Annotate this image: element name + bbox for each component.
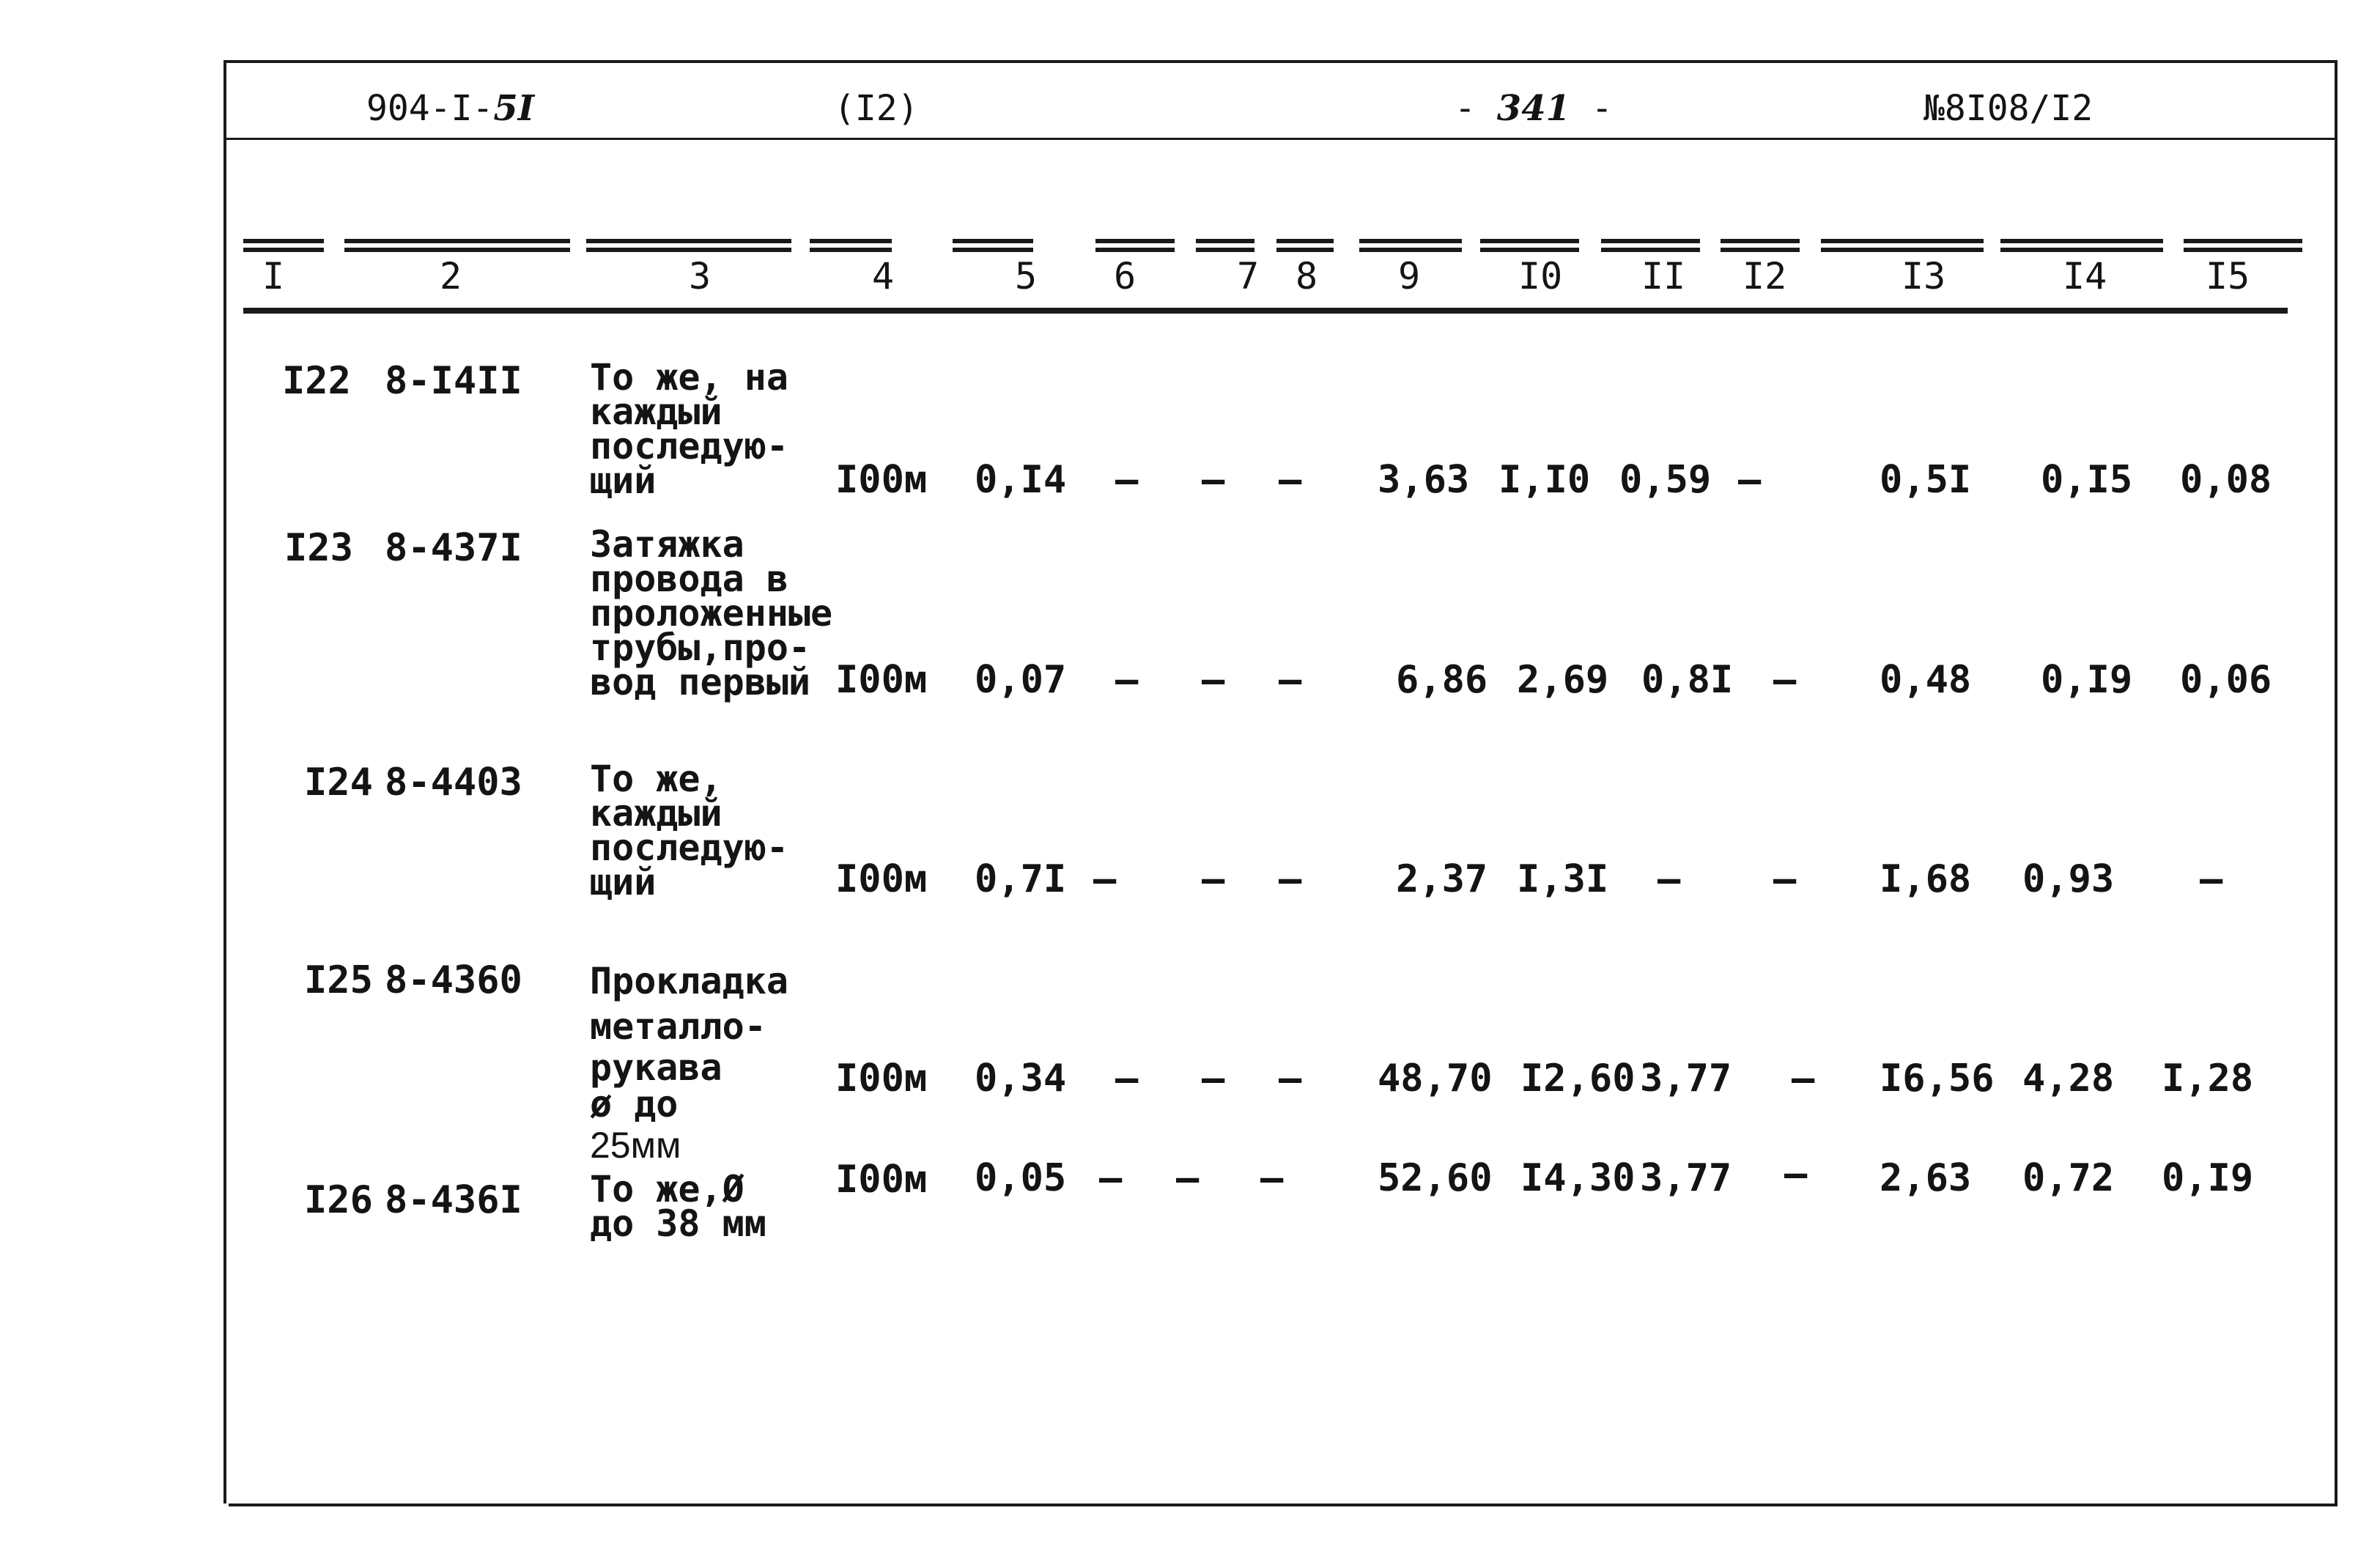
value-col-6: – — [1099, 1156, 1123, 1200]
inventory-number: №8I08/I2 — [1923, 88, 2093, 129]
work-description — [590, 523, 833, 703]
col-header-11: II — [1641, 255, 1686, 297]
col-header-12: I2 — [1742, 255, 1787, 297]
description-line: последую- — [590, 425, 788, 467]
value-col-15: 0,I9 — [2162, 1156, 2254, 1200]
value-col-15: 0,06 — [2180, 658, 2272, 702]
frame-bottom-border — [229, 1504, 2338, 1506]
description-line: металло- — [590, 1005, 766, 1048]
value-col-11: 0,8I — [1641, 658, 1734, 702]
description-line: Затяжка — [590, 523, 744, 566]
value-col-8: – — [1279, 458, 1302, 502]
description-line: проложенные — [590, 592, 833, 635]
value-col-14: 0,I9 — [2041, 658, 2133, 702]
description-line: рукава — [590, 1046, 722, 1089]
description-line: ø до — [590, 1083, 679, 1125]
col-header-5: 5 — [1015, 255, 1038, 297]
col-header-13: I3 — [1902, 255, 1946, 297]
col-header-9: 9 — [1398, 255, 1421, 297]
col-header-4: 4 — [872, 255, 895, 297]
norm-code: 8-437I — [385, 526, 522, 570]
value-col-6: – — [1115, 458, 1139, 502]
column-header-rule — [243, 308, 2288, 314]
norm-code: 8-I4II — [385, 359, 522, 403]
value-col-13: 0,48 — [1880, 658, 1972, 702]
value-col-13: I6,56 — [1880, 1057, 1995, 1101]
unit: I00м — [835, 857, 928, 901]
doc-code-handwritten: 5I — [493, 88, 535, 129]
col-header-15: I5 — [2206, 255, 2250, 297]
col-header-7: 7 — [1237, 255, 1260, 297]
value-col-15: – — [2200, 857, 2223, 901]
doc-code — [366, 88, 534, 129]
value-col-15: 0,08 — [2180, 458, 2272, 502]
value-col-14: 4,28 — [2022, 1057, 2115, 1101]
frame-right-border — [2335, 60, 2338, 1504]
work-description — [590, 1168, 766, 1245]
value-col-12: – — [1792, 1057, 1815, 1101]
page-number-prefix: - — [1455, 88, 1497, 129]
value-col-10: I,3I — [1517, 857, 1609, 901]
frame-left-border — [223, 60, 226, 1504]
value-col-12: – — [1773, 658, 1797, 702]
description-line: щий — [590, 459, 657, 502]
description-line: каждый — [590, 391, 722, 433]
description-line: То же,Ø — [590, 1168, 744, 1210]
value-col-10: I4,30 — [1520, 1156, 1636, 1200]
value-col-10: 2,69 — [1517, 658, 1609, 702]
unit: I00м — [835, 458, 928, 502]
col-header-3: 3 — [689, 255, 712, 297]
value-col-7: – — [1202, 458, 1225, 502]
row-number: I26 — [304, 1178, 373, 1222]
value-col-6: – — [1115, 1057, 1139, 1101]
value-col-12: – — [1784, 1152, 1808, 1196]
description-line: То же, — [590, 758, 722, 800]
sheet-number: (I2) — [834, 88, 919, 129]
unit: I00м — [835, 658, 928, 702]
value-col-8: – — [1279, 857, 1302, 901]
description-line: вод первый — [590, 661, 811, 703]
work-description — [590, 758, 788, 903]
col-header-10: I0 — [1518, 255, 1563, 297]
value-col-11: 3,77 — [1640, 1057, 1732, 1101]
unit: I00м — [835, 1057, 928, 1101]
col-header-6: 6 — [1114, 255, 1137, 297]
value-col-9: 48,70 — [1378, 1057, 1493, 1101]
description-line: Прокладка — [590, 960, 788, 1002]
value-col-7: – — [1202, 1057, 1225, 1101]
value-col-11: 0,59 — [1619, 458, 1712, 502]
value-col-10: I2,60 — [1520, 1057, 1636, 1101]
norm-code: 8-436I — [385, 1178, 522, 1222]
value-col-8: – — [1279, 1057, 1302, 1101]
page-number-handwritten: 341 — [1496, 88, 1570, 129]
value-col-8: – — [1279, 658, 1302, 702]
value-col-11: – — [1658, 857, 1681, 901]
value-col-14: 0,I5 — [2041, 458, 2133, 502]
work-description — [590, 356, 788, 502]
value-col-6: – — [1093, 857, 1117, 901]
value-col-9: 3,63 — [1378, 458, 1470, 502]
frame-top-border — [223, 60, 2338, 63]
col-header-1: I — [262, 255, 285, 297]
description-line: 25мм — [590, 1125, 681, 1166]
page-number-suffix: - — [1570, 88, 1613, 129]
row-number: I22 — [282, 359, 351, 403]
unit: I00м — [835, 1158, 928, 1202]
value-col-8: – — [1260, 1156, 1284, 1200]
value-col-9: 52,60 — [1378, 1156, 1493, 1200]
value-col-10: I,I0 — [1498, 458, 1591, 502]
description-line: То же, на — [590, 356, 788, 399]
value-col-15: I,28 — [2162, 1057, 2254, 1101]
value-col-5: 0,I4 — [975, 458, 1067, 502]
col-header-2: 2 — [440, 255, 462, 297]
value-col-5: 0,07 — [975, 658, 1067, 702]
value-col-11: 3,77 — [1640, 1156, 1732, 1200]
work-description — [590, 958, 788, 1168]
description-line: последую- — [590, 826, 788, 869]
value-col-6: – — [1115, 658, 1139, 702]
row-number: I24 — [304, 761, 373, 805]
value-col-5: 0,34 — [975, 1057, 1067, 1101]
value-col-5: 0,05 — [975, 1156, 1067, 1200]
value-col-9: 2,37 — [1396, 857, 1488, 901]
row-number: I23 — [284, 526, 353, 570]
value-col-7: – — [1202, 658, 1225, 702]
value-col-12: – — [1738, 458, 1762, 502]
description-line: провода в — [590, 558, 788, 600]
row-number: I25 — [304, 958, 373, 1002]
value-col-7: – — [1202, 857, 1225, 901]
value-col-13: 0,5I — [1880, 458, 1972, 502]
value-col-14: 0,72 — [2022, 1156, 2115, 1200]
value-col-5: 0,7I — [975, 857, 1067, 901]
value-col-13: I,68 — [1880, 857, 1972, 901]
description-line: до 38 мм — [590, 1202, 766, 1245]
value-col-13: 2,63 — [1880, 1156, 1972, 1200]
norm-code: 8-4360 — [385, 958, 522, 1002]
description-line: трубы,про- — [590, 626, 811, 669]
description-line: каждый — [590, 792, 722, 835]
header-underline — [223, 138, 2338, 140]
value-col-7: – — [1176, 1156, 1200, 1200]
col-header-8: 8 — [1296, 255, 1318, 297]
doc-code-printed: 904-I- — [366, 88, 494, 129]
norm-code: 8-4403 — [385, 761, 522, 805]
value-col-12: – — [1773, 857, 1797, 901]
value-col-14: 0,93 — [2022, 857, 2115, 901]
col-header-14: I4 — [2063, 255, 2107, 297]
description-line: щий — [590, 861, 657, 903]
value-col-9: 6,86 — [1396, 658, 1488, 702]
page-number — [1455, 88, 1613, 129]
